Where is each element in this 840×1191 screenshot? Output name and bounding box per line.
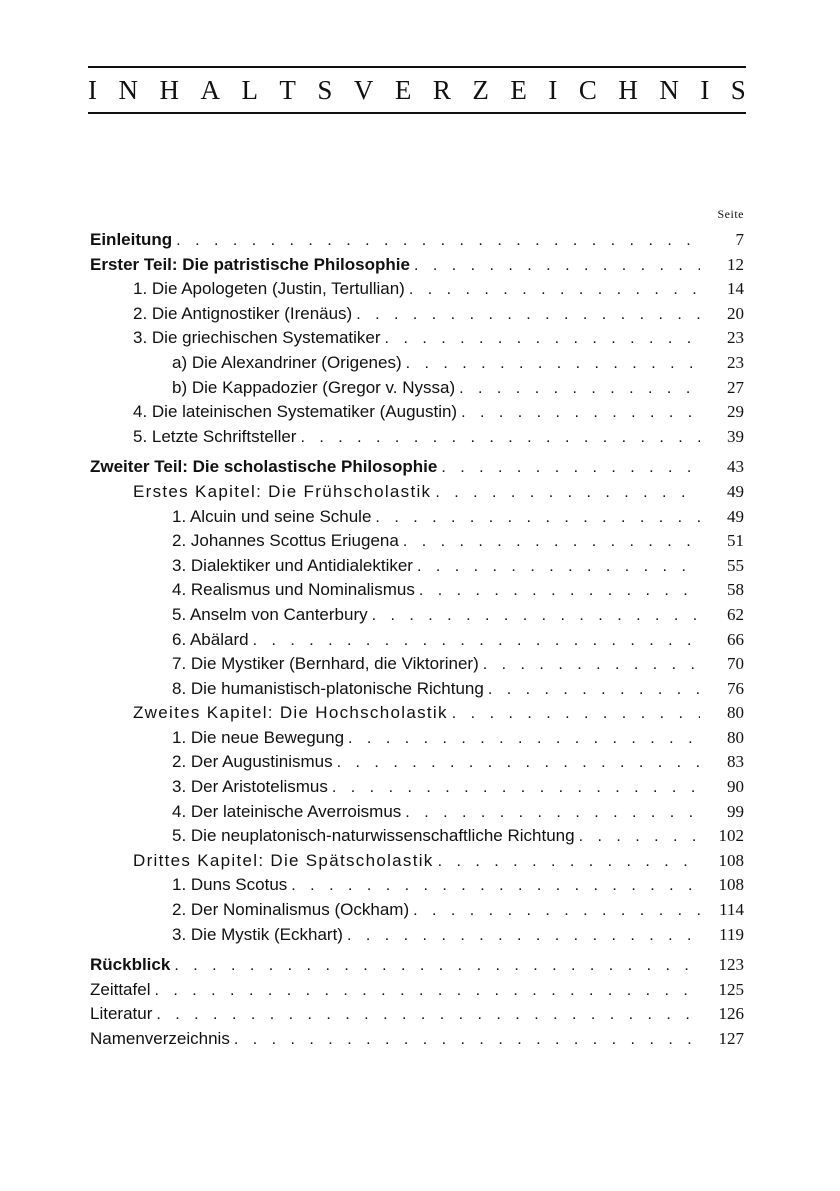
toc-entry-literatur[interactable]: [0, 1002, 840, 1027]
toc-entry[interactable]: [0, 923, 840, 948]
toc-entry[interactable]: [0, 376, 840, 401]
toc-entry-label: a) Die Alexandriner (Origenes): [172, 352, 402, 372]
toc-entry-chapter[interactable]: [0, 849, 840, 874]
leader-dots: [413, 899, 700, 924]
toc-entry-label: Erster Teil: Die patristische Philosophie: [90, 254, 410, 274]
toc-entry-page: 39: [727, 426, 744, 446]
page-column-label: Seite: [717, 207, 744, 221]
toc-entry[interactable]: [0, 652, 840, 677]
leader-dots: [461, 401, 700, 426]
toc-entry[interactable]: [0, 750, 840, 775]
toc-entry-label: Zweiter Teil: Die scholastische Philosophie: [90, 457, 438, 477]
leader-dots: [441, 456, 700, 481]
toc-entry-label: 7. Die Mystiker (Bernhard, die Viktoriner): [172, 654, 479, 674]
toc-entry-label: 2. Die Antignostiker (Irenäus): [133, 303, 353, 323]
toc-entry-label: 5. Anselm von Canterbury: [172, 604, 368, 624]
title-letter: S: [730, 74, 746, 105]
toc-entry-rueckblick[interactable]: [0, 953, 840, 978]
toc-entry[interactable]: [0, 554, 840, 579]
toc-entry-label: 5. Letzte Schriftsteller: [133, 426, 297, 446]
toc-entry[interactable]: [0, 277, 840, 302]
toc-entry-label: 3. Die Mystik (Eckhart): [172, 924, 343, 944]
leader-dots: [438, 850, 700, 875]
toc-entry-page: 90: [727, 777, 744, 797]
toc-entry-chapter[interactable]: [0, 480, 840, 505]
toc-entry-page: 29: [727, 402, 744, 422]
title-letter: H: [618, 74, 638, 105]
toc-entry[interactable]: [0, 873, 840, 898]
toc-entry[interactable]: [0, 603, 840, 628]
toc-entry[interactable]: [0, 400, 840, 425]
leader-dots: [579, 825, 700, 850]
leader-dots: [375, 506, 700, 531]
title-letter: S: [317, 74, 333, 105]
leader-dots: [291, 874, 700, 899]
toc-entry-page: 70: [727, 654, 744, 674]
toc-entry-label: Rückblick: [90, 955, 171, 975]
toc-entry-chapter[interactable]: [0, 701, 840, 726]
leader-dots: [385, 327, 700, 352]
title-letter: I: [700, 74, 710, 105]
leader-dots: [253, 629, 700, 654]
toc-entry-page: 14: [727, 279, 744, 299]
toc-entry-page: 126: [718, 1004, 744, 1024]
toc-entry-page: 80: [727, 703, 744, 723]
toc-entry-label: 4. Der lateinische Averroismus: [172, 801, 402, 821]
toc-entry-page: 49: [727, 481, 744, 501]
toc-entry-label: 3. Der Aristotelismus: [172, 777, 328, 797]
title-letter: E: [510, 74, 527, 105]
toc-entry[interactable]: [0, 326, 840, 351]
leader-dots: [459, 377, 700, 402]
toc-entry-label: 3. Dialektiker und Antidialektiker: [172, 555, 413, 575]
leader-dots: [356, 303, 700, 328]
leader-dots: [403, 530, 700, 555]
toc-entry-label: Erstes Kapitel: Die Frühscholastik: [133, 481, 432, 501]
leader-dots: [337, 751, 700, 776]
toc-entry-label: Literatur: [90, 1004, 153, 1024]
toc-entry-page: 108: [718, 875, 744, 895]
leader-dots: [347, 924, 700, 949]
toc-entry-label: Namenverzeichnis: [90, 1029, 230, 1048]
toc-entry-page: 123: [718, 955, 744, 975]
toc-entry-page: 27: [727, 377, 744, 397]
title-letter: C: [578, 74, 597, 105]
leader-dots: [488, 678, 700, 703]
leader-dots: [452, 702, 700, 727]
toc-entry-page: 76: [727, 678, 744, 698]
toc-entry[interactable]: [0, 726, 840, 751]
toc-entry-label: 4. Die lateinischen Systematiker (Augustin): [133, 402, 458, 422]
toc-entry-page: 23: [727, 352, 744, 372]
toc-entry-page: 99: [727, 801, 744, 821]
toc-entry-einleitung[interactable]: [0, 228, 840, 253]
toc-entry-label: Drittes Kapitel: Die Spätscholastik: [133, 850, 434, 870]
leader-dots: [234, 1028, 700, 1053]
toc-entry-page: 80: [727, 727, 744, 747]
toc-entry[interactable]: [0, 824, 840, 849]
leader-dots: [348, 727, 700, 752]
toc-entry-page: 12: [727, 254, 744, 274]
title-letter: V: [353, 74, 374, 105]
title-letter: N: [118, 74, 138, 105]
toc-entry[interactable]: [0, 529, 840, 554]
leader-dots: [409, 278, 700, 303]
toc-entry-page: 58: [727, 580, 744, 600]
leader-dots: [300, 426, 700, 451]
toc-entry-page: 108: [718, 850, 744, 870]
toc-entry-label: 2. Der Augustinismus: [172, 752, 333, 772]
toc-entry[interactable]: [0, 425, 840, 450]
page-title: [88, 72, 746, 108]
toc-entry-page: 49: [727, 506, 744, 526]
toc-entry-namenverzeichnis[interactable]: [0, 1027, 840, 1052]
leader-dots: [332, 776, 700, 801]
toc-entry-label: 8. Die humanistisch-platonische Richtung: [172, 678, 484, 698]
toc-entry[interactable]: [0, 351, 840, 376]
toc-entry-label: Zweites Kapitel: Die Hochscholastik: [133, 703, 448, 723]
toc-entry-label: 4. Realismus und Nominalismus: [172, 580, 415, 600]
toc-entry-page: 83: [727, 752, 744, 772]
toc-entry-erster-teil[interactable]: [0, 253, 840, 278]
toc-entry-page: 20: [727, 303, 744, 323]
toc-entry-label: 2. Der Nominalismus (Ockham): [172, 900, 410, 920]
toc-entry[interactable]: [0, 800, 840, 825]
toc-entry-label: 2. Johannes Scottus Eriugena: [172, 531, 399, 551]
toc-entry-label: 1. Die Apologeten (Justin, Tertullian): [133, 279, 405, 299]
toc-entry-label: 5. Die neuplatonisch-naturwissenschaftliche Richtung: [172, 826, 575, 846]
leader-dots: [435, 481, 700, 506]
toc-entry-label: b) Die Kappadozier (Gregor v. Nyssa): [172, 377, 456, 397]
leader-dots: [372, 604, 700, 629]
title-letter: N: [659, 74, 679, 105]
leader-dots: [414, 254, 700, 279]
title-letter: H: [159, 74, 179, 105]
toc-entry-page: 66: [727, 629, 744, 649]
toc-entry-label: 6. Abälard: [172, 629, 249, 649]
toc-entry-label: Einleitung: [90, 230, 173, 249]
header-rule-bottom: [88, 112, 746, 114]
leader-dots: [156, 1003, 700, 1028]
toc-entry-zweiter-teil[interactable]: [0, 455, 840, 480]
toc-entry[interactable]: [0, 775, 840, 800]
toc-entry-label: 1. Die neue Bewegung: [172, 727, 345, 747]
toc-entry[interactable]: [0, 898, 840, 923]
title-letter: A: [200, 74, 220, 105]
title-letter: E: [394, 74, 412, 105]
toc-entry-page: 23: [727, 328, 744, 348]
toc-entry-page: 102: [718, 826, 744, 846]
title-letter: I: [548, 74, 558, 105]
toc-entry-page: 7: [735, 230, 744, 249]
toc-entry[interactable]: [0, 578, 840, 603]
leader-dots: [417, 555, 700, 580]
toc-entry-page: 119: [719, 924, 744, 944]
leader-dots: [174, 954, 700, 979]
title-letter: I: [88, 74, 97, 105]
title-letter: Z: [472, 74, 489, 105]
leader-dots: [483, 653, 700, 678]
toc-entry-page: 125: [718, 979, 744, 999]
toc-entry[interactable]: [0, 628, 840, 653]
leader-dots: [419, 579, 700, 604]
toc-entry-page: 127: [718, 1029, 744, 1048]
leader-dots: [406, 352, 700, 377]
toc-entry-label: 3. Die griechischen Systematiker: [133, 328, 381, 348]
leader-dots: [405, 801, 700, 826]
title-letter: T: [279, 74, 296, 105]
toc-entry-label: 1. Alcuin und seine Schule: [172, 506, 372, 526]
toc-entry-page: 62: [727, 604, 744, 624]
leader-dots: [154, 979, 700, 1004]
toc-entry-zeittafel[interactable]: [0, 978, 840, 1003]
leader-dots: [176, 229, 700, 254]
title-letter: R: [432, 74, 451, 105]
toc-entry[interactable]: [0, 505, 840, 530]
toc-entry-page: 55: [727, 555, 744, 575]
toc-entry-page: 43: [727, 457, 744, 477]
toc-entry-label: Zeittafel: [90, 979, 151, 999]
toc-entry-page: 51: [727, 531, 744, 551]
toc-entry-label: 1. Duns Scotus: [172, 875, 288, 895]
toc-entry[interactable]: [0, 677, 840, 702]
table-of-contents: [0, 228, 840, 1052]
toc-entry[interactable]: [0, 302, 840, 327]
title-letter: L: [241, 74, 258, 105]
header-rule-top: [88, 66, 746, 68]
toc-entry-page: 114: [719, 900, 744, 920]
